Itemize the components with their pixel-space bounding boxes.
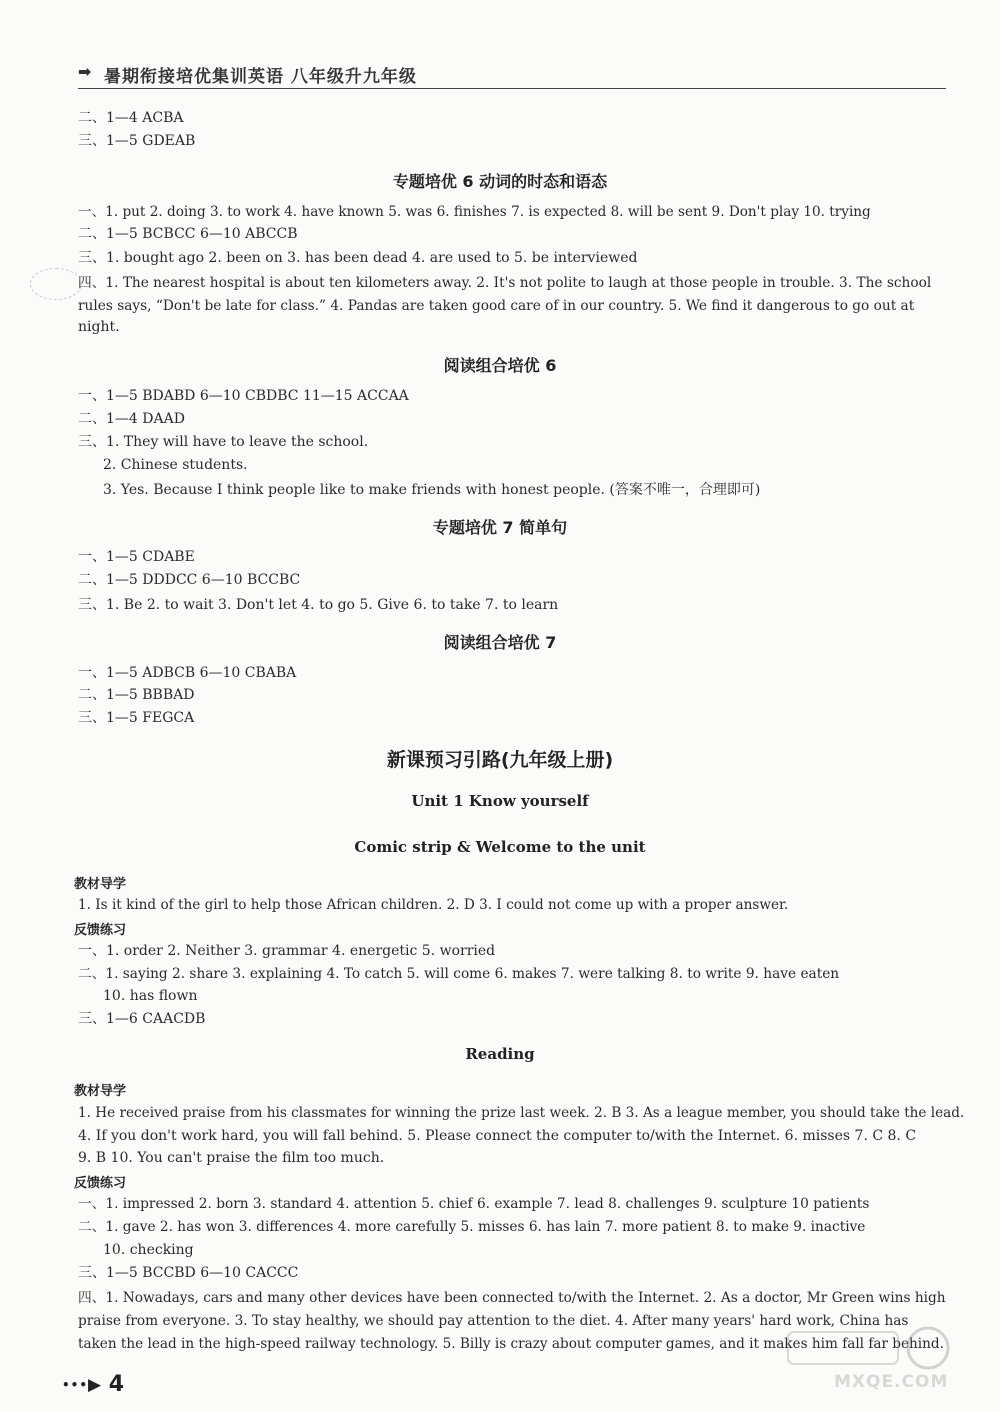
answer-line: 一、1. order 2. Neither 3. grammar 4. energetic 5. worried [78, 943, 496, 959]
chapter-title: 新课预习引路(九年级上册) [386, 749, 614, 771]
arrow-icon: ➡ [78, 62, 92, 81]
subheading: 教材导学 [74, 877, 127, 892]
header-title: 暑期衔接培优集训英语 八年级升九年级 [104, 67, 417, 87]
answer-line: 三、1—5 BCCBD 6—10 CACCC [78, 1265, 299, 1281]
lesson-title: Comic strip & Welcome to the unit [354, 838, 646, 856]
answer-line: 1. Is it kind of the girl to help those African children. 2. D 3. I could not come up with a proper answer. [78, 897, 789, 913]
answer-line: 二、1—5 BCBCC 6—10 ABCCB [78, 226, 298, 242]
dots-icon: ••• [62, 1378, 89, 1392]
answer-line: 一、1—5 CDABE [78, 549, 195, 565]
answer-line: 2. Chinese students. [103, 457, 248, 473]
answer-line: 三、1—6 CAACDB [78, 1011, 206, 1027]
subheading: 反馈练习 [74, 923, 127, 938]
section-title: 专题培优 6 动词的时态和语态 [392, 172, 608, 191]
subheading: 反馈练习 [74, 1176, 127, 1191]
page-number [62, 1372, 124, 1397]
answer-line: 二、1. gave 2. has won 3. differences 4. more carefully 5. misses 6. has lain 7. more patient 8. to make 9. inactive [78, 1219, 866, 1235]
answer-line: 三、1—5 FEGCA [78, 710, 195, 726]
answer-line: night. [78, 319, 120, 335]
answer-line: 3. Yes. Because I think people like to make friends with honest people. (答案不唯一，合理即可) [103, 482, 761, 498]
lesson-title: Reading [465, 1045, 535, 1063]
answer-line: 三、1. They will have to leave the school. [78, 434, 369, 450]
chevron-right-icon: ▶ [88, 1375, 102, 1395]
answer-line: 四、1. Nowadays, cars and many other devices have been connected to/with the Internet. 2. As a doctor, Mr Green wins high [78, 1290, 946, 1306]
running-header [78, 60, 946, 89]
answer-line: 10. has flown [103, 988, 198, 1004]
answer-line: 9. B 10. You can't praise the film too much. [78, 1150, 385, 1166]
answer-line: 二、1—5 BBBAD [78, 687, 195, 703]
answer-line: 一、1—5 ADBCB 6—10 CBABA [78, 665, 297, 681]
answer-line: 二、1. saying 2. share 3. explaining 4. To catch 5. will come 6. makes 7. were talking 8. to write 9. have eaten [78, 966, 840, 982]
unit-title: Unit 1 Know yourself [411, 792, 589, 810]
subheading: 教材导学 [74, 1084, 127, 1099]
answer-line: 4. If you don't work hard, you will fall behind. 5. Please connect the computer to/with the Internet. 6. misses 7. C 8. C [78, 1128, 917, 1144]
answer-line: 一、1. impressed 2. born 3. standard 4. attention 5. chief 6. example 7. lead 8. challenges 9. sculpture 10 patients [78, 1196, 870, 1212]
answer-line: 三、1—5 GDEAB [78, 133, 196, 149]
section-title: 阅读组合培优 6 [443, 356, 557, 375]
answer-line: praise from everyone. 3. To stay healthy, we should pay attention to the diet. 4. After many years' hard work, China has [78, 1313, 909, 1329]
answer-line: 一、1—5 BDABD 6—10 CBDBC 11—15 ACCAA [78, 388, 409, 404]
answer-line: 1. He received praise from his classmates for winning the prize last week. 2. B 3. As a league member, you should take the lead. [78, 1105, 965, 1121]
watermark-text: MXQE.COM [834, 1372, 949, 1392]
answer-line: 二、1—4 ACBA [78, 110, 184, 126]
answer-line: 二、1—4 DAAD [78, 411, 185, 427]
answer-line: 四、1. The nearest hospital is about ten kilometers away. 2. It's not polite to laugh at those people in trouble. 3. The school [78, 275, 932, 291]
section-title: 专题培优 7 简单句 [432, 518, 568, 537]
answer-line: rules says, “Don't be late for class.” 4. Pandas are taken good care of in our country. 5. We find it dangerous to go out at [78, 298, 915, 314]
answer-line: 三、1. bought ago 2. been on 3. has been dead 4. are used to 5. be interviewed [78, 250, 638, 266]
answer-line: 三、1. Be 2. to wait 3. Don't let 4. to go 5. Give 6. to take 7. to learn [78, 597, 559, 613]
section-title: 阅读组合培优 7 [443, 633, 557, 652]
watermark-logo-icon [778, 1326, 958, 1374]
answer-line: 10. checking [103, 1242, 194, 1258]
answer-line: taken the lead in the high-speed railway technology. 5. Billy is crazy about computer games, and it makes him fall far behind. [78, 1336, 944, 1352]
page-number-value: 4 [108, 1372, 125, 1397]
watermark [778, 1326, 958, 1396]
answer-line: 二、1—5 DDDCC 6—10 BCCBC [78, 572, 301, 588]
answer-line: 一、1. put 2. doing 3. to work 4. have known 5. was 6. finishes 7. is expected 8. will be sent 9. Don't play 10. trying [78, 204, 871, 220]
stamp-mark [30, 268, 82, 300]
